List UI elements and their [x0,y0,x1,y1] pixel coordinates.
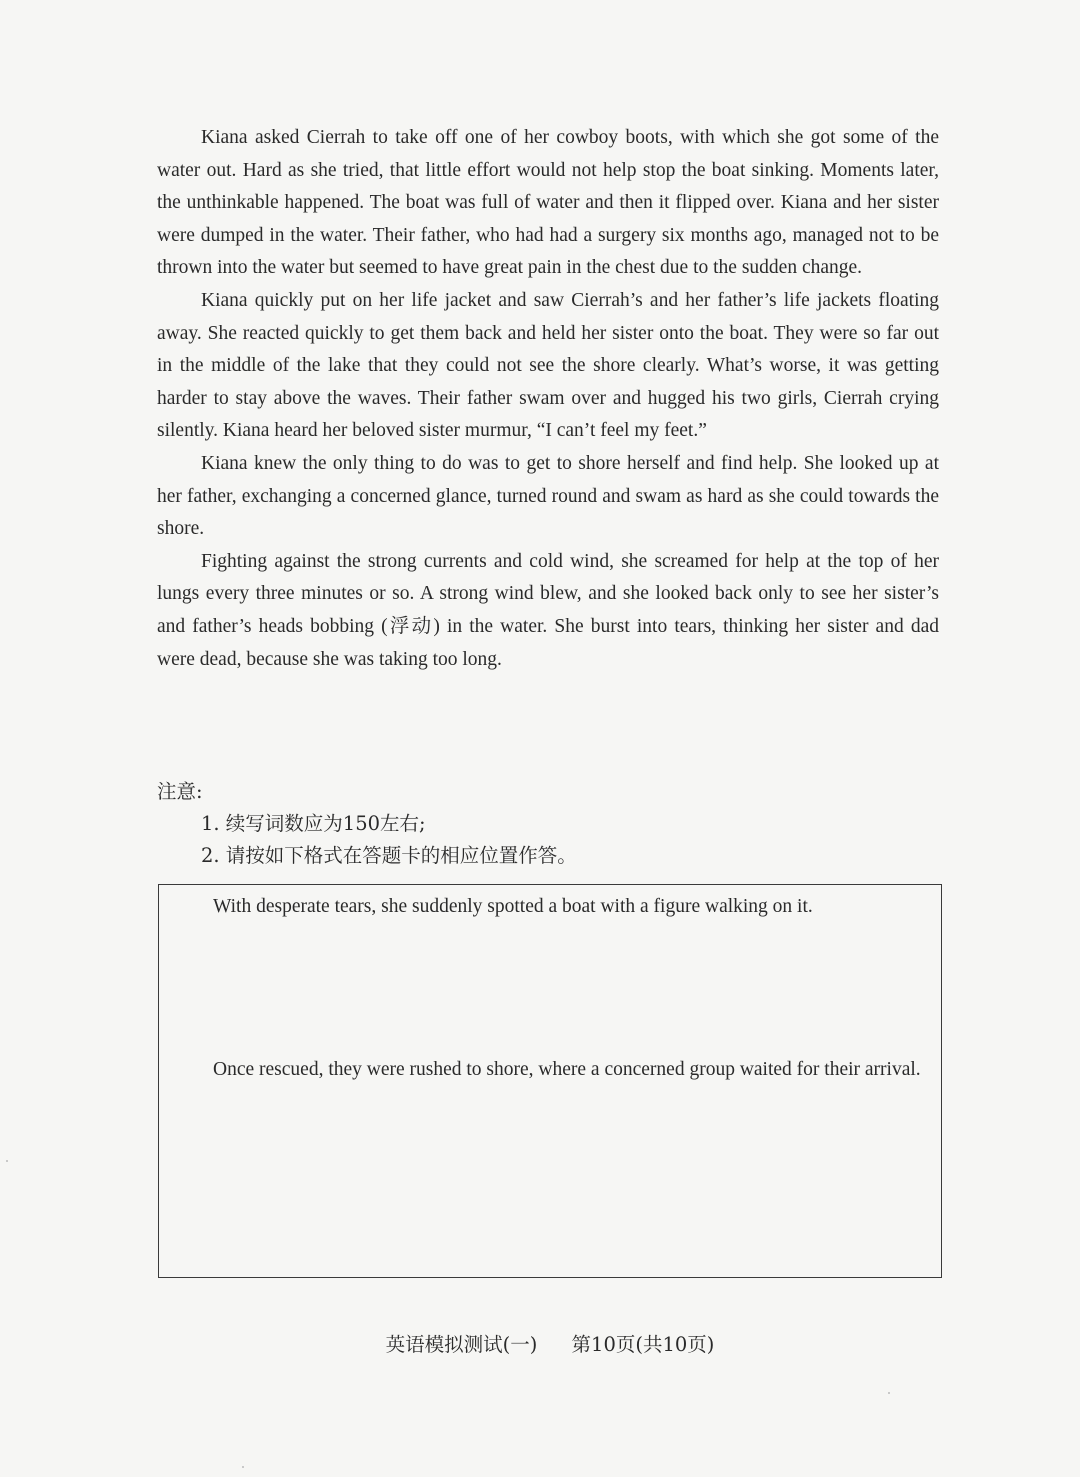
passage-paragraph-2: Kiana quickly put on her life jacket and saw Cierrah’s and her father’s life jackets floating away. She reacted quickly to get them back and held her sister onto the boat. They were so far out in the middle of the lake that they could not see the shore clearly. What’s worse, it was getting harder to stay above the waves. Their father swam over and hugged his two girls, Cierrah crying silently. Kiana heard her beloved sister murmur, “I can’t feel my feet.” [157,289,939,442]
page-footer [0,1330,1080,1360]
answer-box [158,884,942,1278]
scan-speck [888,1392,890,1394]
instruction-item-2: 2. 请按如下格式在答题卡的相应位置作答。 [201,844,577,867]
passage-paragraph-1: Kiana asked Cierrah to take off one of her cowboy boots, with which she got some of the water out. Hard as she tried, that little effort would not help stop the boat sinking. Moments later, the unthinkable happened. The boat was full of water and then it flipped over. Kiana and her sister were dumped in the water. Their father, who had had a surgery six months ago, managed not to be thrown into the water but seemed to have great pain in the chest due to the sudden change. [157,127,939,279]
passage-paragraph-3: Kiana knew the only thing to do was to get to shore herself and find help. She looked up at her father, exchanging a concerned glance, turned round and swam as hard as she could towards the shore. [157,452,939,540]
passage-paragraph-4: Fighting against the strong currents and cold wind, she screamed for help at the top of her lungs every three minutes or so. A strong wind blew, and she looked back only to see her sister’s and father’s heads bobbing (浮动) in the water. She burst into tears, thinking her sister and dad were dead, because she was taking too long. [157,550,939,670]
answer-paragraph-1-opening: With desperate tears, she suddenly spotted a boat with a figure walking on it. [213,896,813,917]
page-number: 第10页(共10页) [571,1333,715,1356]
scan-speck [6,1160,8,1162]
instructions-title: 注意: [157,780,203,803]
exam-title: 英语模拟测试(一) [385,1333,538,1356]
instructions [157,776,857,872]
reading-passage [157,122,939,676]
instruction-item-1: 1. 续写词数应为150左右; [201,812,426,835]
answer-paragraph-2-opening: Once rescued, they were rushed to shore, where a concerned group waited for their arrival. [213,1059,921,1080]
scan-speck [242,1466,244,1468]
